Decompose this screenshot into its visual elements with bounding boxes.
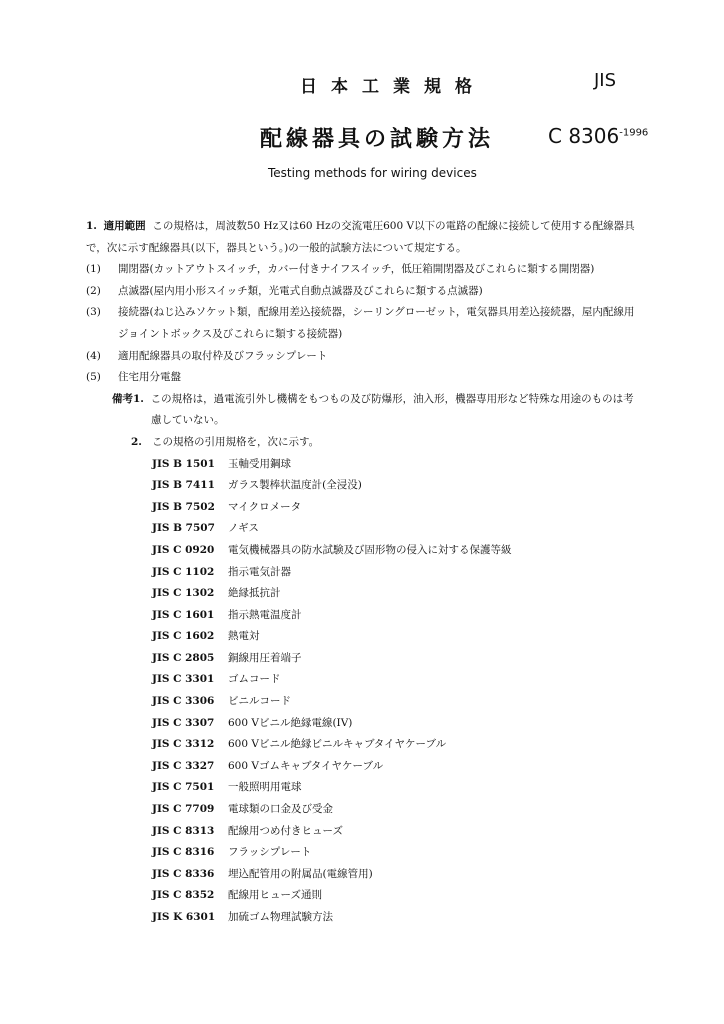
reference-title: ビニルコード [228,695,291,708]
reference-code: JIS K 6301 [152,911,216,923]
reference-title: 一般照明用電球 [228,781,302,794]
reference-code: JIS B 7411 [152,479,215,492]
remark-label: 備考1. [112,392,144,405]
reference-title: 熱電対 [228,630,260,643]
reference-code: JIS C 1602 [152,630,215,643]
reference-row [152,648,668,670]
reference-row [152,777,668,799]
reference-row [152,864,668,886]
standard-year: -1996 [619,127,649,139]
reference-title: ガラス製棒状温度計(全浸没) [228,479,362,492]
section-1-line-1 [86,216,668,238]
reference-code: JIS C 7709 [152,803,215,816]
reference-code: JIS C 8313 [152,824,215,837]
list-item-number: (4) [86,349,101,362]
reference-code: JIS C 7501 [152,781,215,794]
reference-title: 絶縁抵抗計 [228,587,281,600]
reference-title: 配線用つめ付きヒューズ [228,824,343,837]
list-item [86,281,668,303]
remark-text-continued: 慮していない。 [151,414,225,427]
reference-title: 配線用ヒューズ通則 [228,889,322,902]
reference-row [152,626,668,648]
reference-row [152,497,668,519]
remark-1 [86,389,668,411]
reference-row [152,907,668,929]
reference-row [152,756,668,778]
reference-code: JIS C 8316 [152,846,215,859]
list-item [86,302,668,324]
reference-code: JIS C 1302 [152,587,215,600]
reference-code: JIS C 3301 [152,673,215,686]
reference-row [152,475,668,497]
list-item-text: 開閉器(カットアウトスイッチ，カバー付きナイフスイッチ，低圧箱開閉器及びこれらに類する開閉器) [118,263,595,276]
reference-title: マイクロメータ [228,500,302,513]
remark-2-label: 2. [131,435,142,448]
list-item [86,346,668,368]
list-item-text: 点滅器(屋内用小形スイッチ類，光電式自動点滅器及びこれらに類する点滅器) [118,284,483,297]
reference-code: JIS C 1601 [152,608,215,621]
list-item-number: (2) [86,284,101,297]
reference-code: JIS C 3312 [152,738,215,751]
list-item-text: 接続器(ねじ込みソケット類，配線用差込接続器，シーリングローゼット，電気器具用差込接続器，屋内配線用 [118,306,635,319]
reference-title: ノギス [228,522,259,535]
reference-row [152,454,668,476]
reference-title: 600 Vゴムキャブタイヤケーブル [228,759,384,772]
reference-code: JIS C 0920 [152,543,215,556]
reference-row [152,518,668,540]
reference-code: JIS C 8352 [152,889,215,902]
reference-row [152,691,668,713]
reference-title: 指示熱電温度計 [228,608,302,621]
standard-number [548,124,648,148]
remark-2-text: この規格の引用規格を，次に示す。 [151,435,320,448]
reference-title: 指示電気計器 [228,565,291,578]
list-item-number: (3) [86,306,101,319]
reference-code: JIS C 8336 [152,867,215,880]
reference-code: JIS C 1102 [152,565,215,578]
reference-row [152,669,668,691]
reference-code: JIS B 7507 [152,522,215,535]
list-item [86,367,668,389]
reference-title: 600 Vビニル絶縁電線(IV) [228,716,353,729]
reference-code: JIS C 2805 [152,651,215,664]
list-item-continued: ジョイントボックス及びこれらに類する接続器) [118,327,343,340]
reference-row [152,734,668,756]
page-title: 配線器具の試験方法 [260,127,495,152]
section-text: この規格は，周波数50 Hz又は60 Hzの交流電圧600 V以下の電路の配線に接続して使用する配線器具 [152,220,635,232]
list-item [86,259,668,281]
reference-row [152,885,668,907]
list-item-number: (5) [86,371,101,384]
remark-text: この規格は，過電流引外し機構をもつもの及び防爆形，油入形，機器専用形など特殊な用途のものは考 [150,392,634,405]
list-item-text: 適用配線器具の取付枠及びフラッシプレート [118,349,328,362]
reference-code: JIS C 3307 [152,716,215,729]
jis-mark: JIS [594,70,617,91]
document-body [86,216,668,929]
reference-title: 埋込配管用の附属品(電線管用) [228,867,373,880]
reference-code: JIS C 3327 [152,759,215,772]
reference-title: 銅線用圧着端子 [228,651,302,664]
standard-org-label: 日本工業規格 [300,77,486,97]
referenced-standards-list [86,454,668,929]
english-title: Testing methods for wiring devices [268,166,477,180]
reference-row [152,821,668,843]
reference-title: 加硫ゴム物理試験方法 [228,911,333,923]
reference-row [152,842,668,864]
list-item-text: 住宅用分電盤 [118,371,181,384]
reference-row [152,605,668,627]
reference-row [152,583,668,605]
remark-2 [86,432,668,454]
section-text-continued: で，次に示す配線器具(以下，器具という。)の一般的試験方法について規定する。 [86,241,467,254]
list-item-number: (1) [86,263,101,276]
reference-code: JIS B 1501 [152,457,215,470]
reference-title: フラッシプレート [228,846,312,859]
reference-row [152,713,668,735]
reference-row [152,562,668,584]
reference-code: JIS B 7502 [152,500,215,513]
reference-title: 電球類の口金及び受金 [228,803,333,816]
reference-row [152,540,668,562]
section-number: 1. [86,220,97,232]
section-heading: 適用範囲 [103,220,146,232]
reference-title: 電気機械器具の防水試験及び固形物の侵入に対する保護等級 [228,543,512,556]
reference-title: 玉軸受用鋼球 [228,457,291,470]
reference-code: JIS C 3306 [152,695,215,708]
reference-title: 600 Vビニル絶縁ビニルキャブタイヤケーブル [228,738,447,751]
reference-row [152,799,668,821]
reference-title: ゴムコード [228,673,281,686]
standard-code: C 8306 [548,124,620,148]
